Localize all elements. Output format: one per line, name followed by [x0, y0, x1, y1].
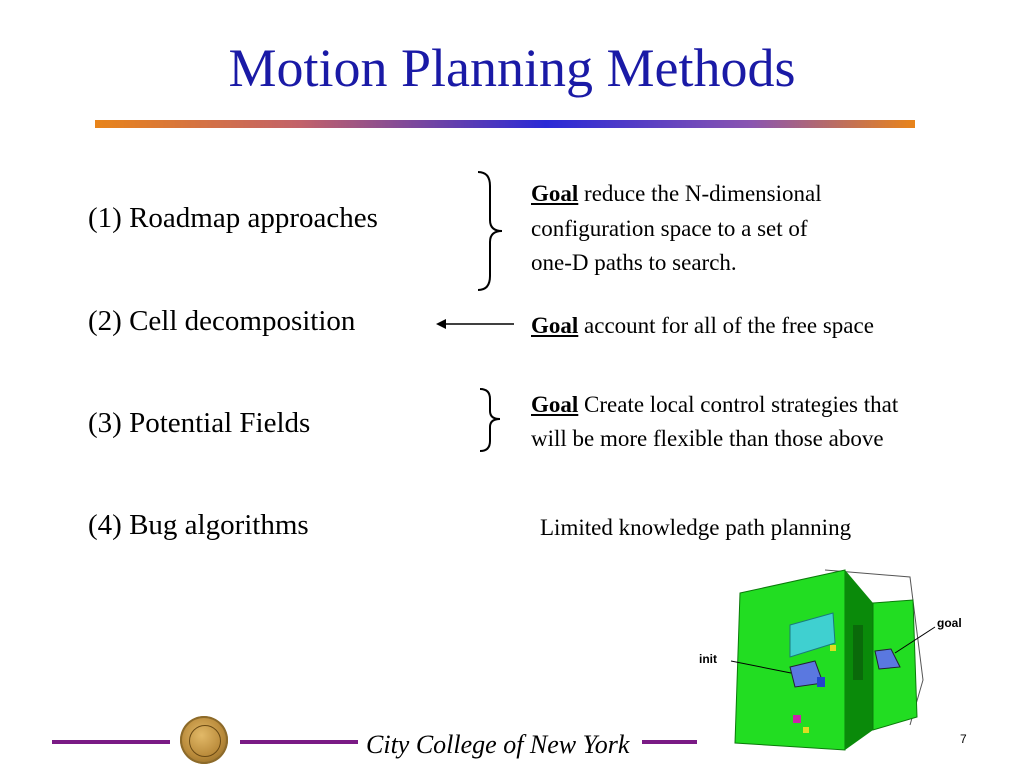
footer-rule-middle	[240, 740, 358, 744]
page-number: 7	[960, 732, 967, 746]
goal-bug-text: Limited knowledge path planning	[540, 515, 852, 540]
method-roadmap: (1) Roadmap approaches	[88, 202, 378, 234]
method-cell-decomposition: (2) Cell decomposition	[88, 305, 356, 337]
footer-text: City College of New York	[366, 730, 630, 759]
goal-potential-text-2: will be more flexible than those above	[531, 426, 884, 451]
goal-roadmap-text-3: one-D paths to search.	[531, 250, 737, 275]
goal-potential-text-1: Create local control strategies that	[584, 392, 899, 417]
figure-small-item	[830, 645, 836, 651]
goal-keyword: Goal	[531, 181, 579, 206]
figure-door	[853, 625, 863, 680]
footer-rule-right	[642, 740, 697, 744]
figure-init-label: init	[699, 652, 717, 666]
goal-roadmap-line1	[531, 177, 822, 211]
title-underline-rule	[95, 120, 915, 128]
goal-cell-text: account for all of the free space	[584, 313, 874, 338]
roadmap-brace	[474, 170, 514, 292]
goal-keyword: Goal	[531, 392, 579, 417]
cell-arrow	[432, 314, 516, 334]
goal-keyword: Goal	[531, 313, 579, 338]
configuration-space-figure	[695, 565, 995, 765]
method-potential-fields: (3) Potential Fields	[88, 407, 311, 439]
figure-left-wall	[735, 570, 845, 750]
figure-small-item	[793, 715, 801, 723]
college-seal-icon	[180, 716, 228, 764]
goal-roadmap-text-1: reduce the N-dimensional	[584, 181, 822, 206]
footer-rule-left	[52, 740, 170, 744]
goal-cell-line	[531, 309, 874, 343]
figure-goal-label: goal	[937, 616, 962, 630]
goal-potential-line1	[531, 388, 898, 422]
goal-roadmap-text-2: configuration space to a set of	[531, 216, 808, 241]
potential-brace	[476, 387, 512, 453]
slide-title: Motion Planning Methods	[228, 38, 796, 98]
method-bug-algorithms: (4) Bug algorithms	[88, 509, 309, 541]
figure-init-block	[817, 677, 825, 687]
figure-small-item	[803, 727, 809, 733]
